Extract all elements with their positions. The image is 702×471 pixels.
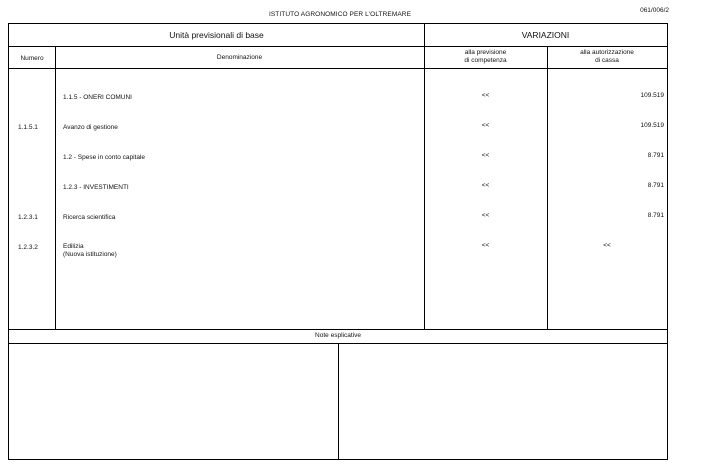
row-2-numero: 1.1.5.1: [18, 124, 38, 131]
competenza-column-header: [424, 49, 547, 65]
numero-column-header: Numero: [20, 55, 44, 62]
document-title: ISTITUTO AGRONOMICO PER L'OLTREMARE: [268, 11, 412, 18]
cassa-header-line-1: alla autorizzazione: [580, 49, 634, 56]
cassa-header-line-2: di cassa: [595, 57, 619, 64]
notes-title: Note esplicative: [315, 332, 361, 339]
row-6-numero: 1.2.3.2: [18, 244, 38, 251]
row-2-denominazione: Avanzo di gestione: [63, 124, 118, 131]
row-1-cassa: 109.519: [640, 92, 664, 99]
competenza-header-line-2: di competenza: [464, 57, 507, 64]
row-1-competenza: <<: [481, 92, 490, 99]
row-5-numero: 1.2.3.1: [18, 214, 38, 221]
row-5-denominazione: Ricerca scientifica: [63, 214, 116, 221]
row-6-denominazione-line-1: Edilizia: [63, 243, 84, 250]
row-2-cassa: 109.519: [640, 122, 664, 129]
notes-top-divider: [9, 329, 667, 330]
row-6-competenza: <<: [481, 242, 490, 249]
row-4-denominazione: 1.2.3 - INVESTIMENTI: [63, 184, 129, 191]
denominazione-column-header: Denominazione: [216, 54, 263, 61]
unita-previsionali-header: Unità previsionali di base: [169, 30, 264, 40]
cassa-column-header: [547, 49, 667, 65]
row-3-denominazione: 1.2 - Spese in conto capitale: [63, 154, 146, 161]
row-3-cassa: 8.791: [647, 152, 664, 159]
row-5-competenza: <<: [481, 212, 490, 219]
row-6-cassa: <<: [603, 242, 611, 249]
variazioni-header: VARIAZIONI: [521, 30, 570, 40]
header-row-divider: [9, 46, 667, 47]
budget-table-frame: [8, 23, 668, 460]
variazioni-divider: [424, 24, 425, 329]
row-5-cassa: 8.791: [647, 212, 664, 219]
row-6-denominazione-line-2: (Nuova istituzione): [63, 251, 117, 258]
row-3-competenza: <<: [481, 152, 490, 159]
row-4-cassa: 8.791: [647, 182, 664, 189]
document-code: 061/006/2: [640, 7, 669, 14]
row-6-denominazione: [63, 243, 117, 259]
row-4-competenza: <<: [481, 182, 490, 189]
numero-column-divider: [55, 46, 56, 329]
competenza-header-line-1: alla previsione: [464, 49, 507, 56]
row-1-denominazione: 1.1.5 - ONERI COMUNI: [63, 94, 132, 101]
column-header-divider: [9, 68, 667, 69]
row-2-competenza: <<: [481, 122, 490, 129]
notes-column-divider: [338, 343, 339, 460]
